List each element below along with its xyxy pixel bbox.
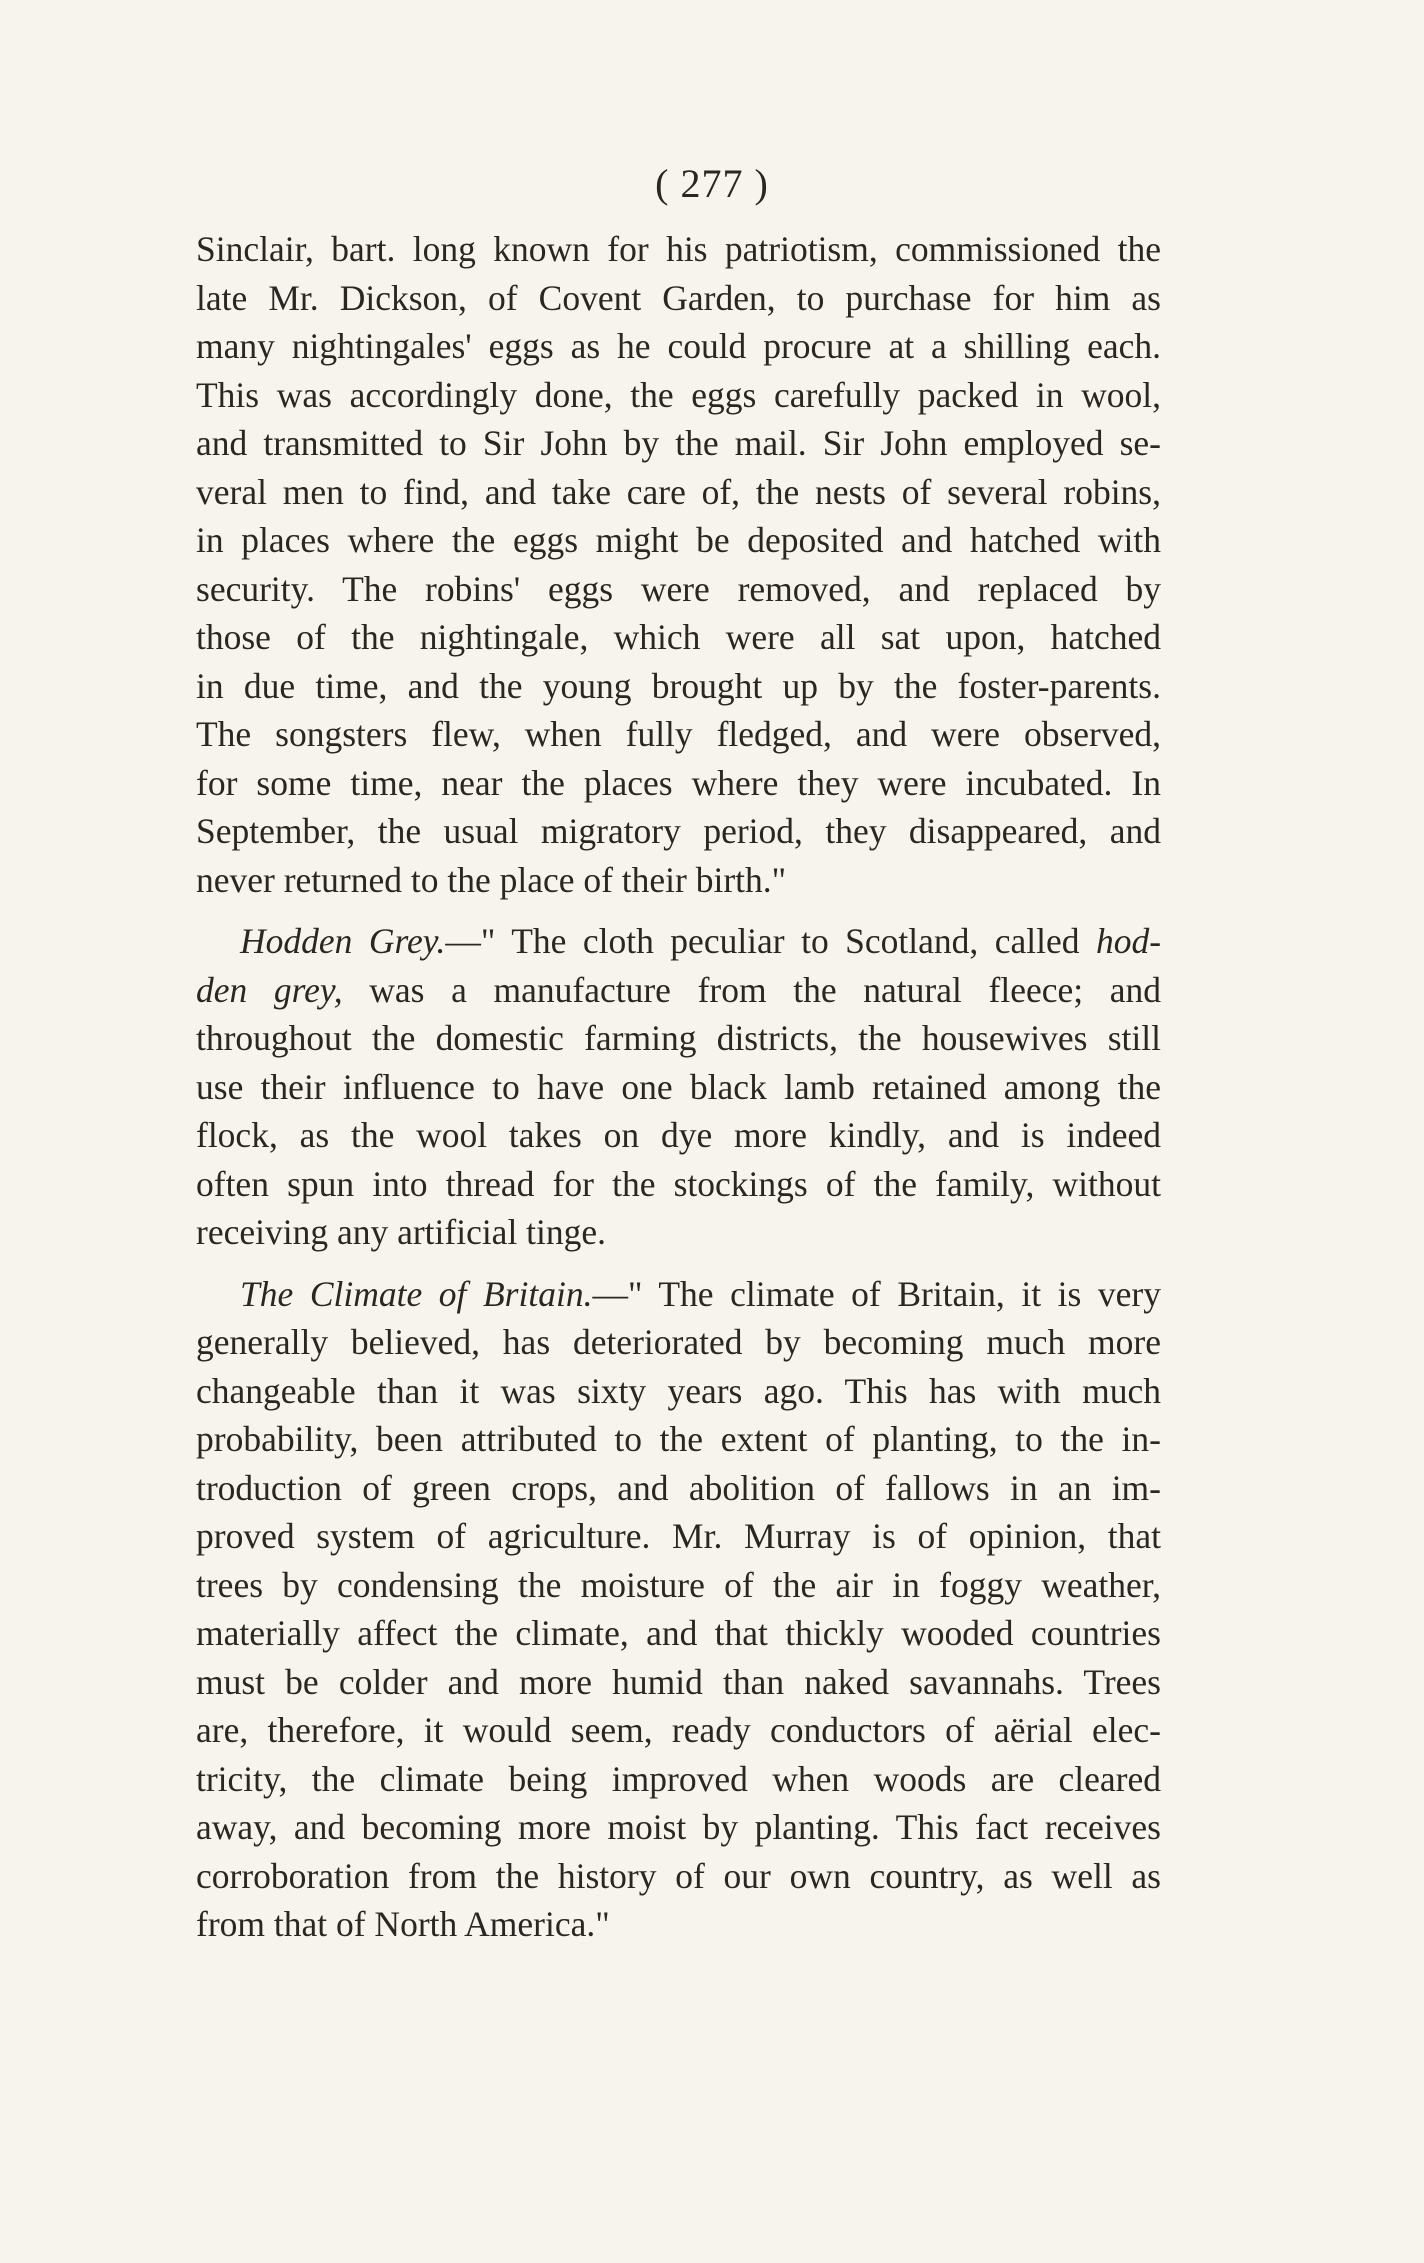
text-line: corroboration from the history of our own country, as well as xyxy=(196,1855,1161,1896)
text-line: flock, as the wool takes on dye more kindly, and is indeed xyxy=(196,1115,1161,1155)
text-line: must be colder and more humid than naked savannahs. Trees xyxy=(196,1661,1161,1702)
text-span: —" The cloth peculiar to Scotland, called xyxy=(445,921,1080,961)
text-line: proved system of agriculture. Mr. Murray is of opinion, that xyxy=(196,1516,1161,1556)
text-line xyxy=(196,966,1161,1015)
text-line: from that of North America." xyxy=(196,1904,610,1944)
text-span: —" The climate of Britain, it is very xyxy=(592,1273,1161,1314)
text-line: The songsters flew, when fully fledged, and were observed, xyxy=(196,714,1161,754)
text-line: are, therefore, it would seem, ready conductors of aërial elec- xyxy=(196,1710,1161,1750)
text-line: veral men to find, and take care of, the nests of several robins, xyxy=(196,471,1161,512)
text-line: late Mr. Dickson, of Covent Garden, to purchase for him as xyxy=(196,277,1161,318)
text-line: use their influence to have one black lamb retained among the xyxy=(196,1066,1161,1107)
text-line: generally believed, has deteriorated by becoming much more xyxy=(196,1322,1161,1362)
text-line: Sinclair, bart. long known for his patriotism, commissioned the xyxy=(196,229,1161,269)
text-line: receiving any artificial tinge. xyxy=(196,1212,607,1252)
paragraph-climate-of-britain xyxy=(196,1270,1161,1949)
section-heading: Hodden Grey. xyxy=(240,921,446,961)
text-span-italic: hod- xyxy=(1095,921,1162,961)
text-line: materially affect the climate, and that thickly wooded countries xyxy=(196,1613,1161,1653)
text-span: was a manufacture from the natural fleece; and xyxy=(369,969,1162,1010)
text-line: changeable than it was sixty years ago. This has with much xyxy=(196,1370,1161,1411)
text-line: security. The robins' eggs were removed, and replaced by xyxy=(196,568,1161,609)
section-heading: The Climate of Britain. xyxy=(240,1273,593,1314)
body-text xyxy=(196,225,1161,1962)
text-line: throughout the domestic farming districts, the housewives still xyxy=(196,1018,1161,1058)
text-line: in due time, and the young brought up by the foster-parents. xyxy=(196,665,1161,706)
text-line: troduction of green crops, and abolition of fallows in an im- xyxy=(196,1467,1161,1508)
text-line: probability, been attributed to the extent of planting, to the in- xyxy=(196,1419,1161,1459)
text-line: many nightingales' eggs as he could procure at a shilling each. xyxy=(196,326,1161,366)
text-line: often spun into thread for the stockings of the family, without xyxy=(196,1163,1161,1204)
text-line xyxy=(196,1270,1161,1319)
text-span-italic: den grey, xyxy=(196,969,343,1010)
text-line: tricity, the climate being improved when woods are cleared xyxy=(196,1758,1161,1799)
paragraph-hodden-grey xyxy=(196,917,1161,1257)
text-line: trees by condensing the moisture of the air in foggy weather, xyxy=(196,1564,1161,1605)
text-line: those of the nightingale, which were all sat upon, hatched xyxy=(196,617,1161,657)
paragraph-nightingales xyxy=(196,225,1161,904)
text-line: never returned to the place of their birth." xyxy=(196,859,787,900)
text-line: This was accordingly done, the eggs carefully packed in wool, xyxy=(196,374,1161,415)
text-line: and transmitted to Sir John by the mail. Sir John employed se- xyxy=(196,423,1161,463)
page-number: ( 277 ) xyxy=(655,161,769,206)
text-line: September, the usual migratory period, they disappeared, and xyxy=(196,811,1161,851)
text-line xyxy=(196,917,1161,966)
text-line: away, and becoming more moist by planting. This fact receives xyxy=(196,1807,1161,1847)
text-line: in places where the eggs might be deposited and hatched with xyxy=(196,520,1161,560)
text-line: for some time, near the places where they were incubated. In xyxy=(196,762,1161,803)
